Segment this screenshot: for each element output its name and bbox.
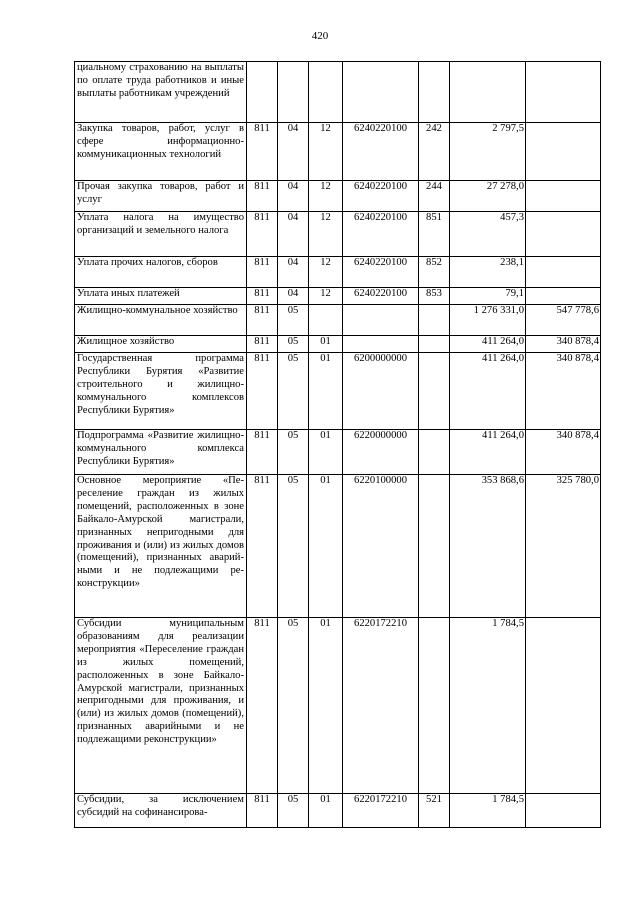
amount-federal-cell — [526, 794, 601, 828]
budget-table — [74, 61, 601, 828]
target-article-cell: 6240220100 — [343, 123, 419, 181]
subsection-code-cell: 01 — [309, 794, 343, 828]
target-article-cell: 6220172210 — [343, 794, 419, 828]
subsection-code-cell: 12 — [309, 257, 343, 288]
row-name-cell: Субсидии муниципальным образованиям для реализации мероприятия «Переселение граждан из жилых помещений, расположенных в зоне Байкало-Амурской магистрали, признанных непригодными для проживания, и (или) из жилых домов (помещений), признанных аварийными и не подлежащими реконструкции» — [75, 618, 247, 794]
target-article-cell: 6200000000 — [343, 353, 419, 430]
amount-cell: 457,3 — [450, 212, 526, 257]
ministry-code-cell: 811 — [247, 212, 278, 257]
section-code-cell: 04 — [278, 123, 309, 181]
amount-cell: 411 264,0 — [450, 336, 526, 353]
amount-cell: 1 784,5 — [450, 618, 526, 794]
table-row — [75, 618, 601, 794]
expense-type-cell: 244 — [419, 181, 450, 212]
table-row — [75, 353, 601, 430]
ministry-code-cell: 811 — [247, 353, 278, 430]
table-row — [75, 123, 601, 181]
section-code-cell — [278, 62, 309, 123]
table-row — [75, 430, 601, 475]
expense-type-cell: 521 — [419, 794, 450, 828]
section-code-cell: 04 — [278, 181, 309, 212]
table-row — [75, 212, 601, 257]
ministry-code-cell: 811 — [247, 257, 278, 288]
amount-federal-cell — [526, 257, 601, 288]
subsection-code-cell: 01 — [309, 618, 343, 794]
expense-type-cell — [419, 430, 450, 475]
subsection-code-cell — [309, 62, 343, 123]
amount-federal-cell: 340 878,4 — [526, 336, 601, 353]
ministry-code-cell: 811 — [247, 181, 278, 212]
amount-cell: 238,1 — [450, 257, 526, 288]
amount-federal-cell — [526, 62, 601, 123]
amount-cell: 1 784,5 — [450, 794, 526, 828]
amount-cell: 353 868,6 — [450, 475, 526, 618]
ministry-code-cell: 811 — [247, 475, 278, 618]
ministry-code-cell: 811 — [247, 430, 278, 475]
expense-type-cell — [419, 62, 450, 123]
target-article-cell: 6240220100 — [343, 288, 419, 305]
section-code-cell: 05 — [278, 475, 309, 618]
section-code-cell: 04 — [278, 212, 309, 257]
subsection-code-cell: 01 — [309, 336, 343, 353]
target-article-cell: 6220172210 — [343, 618, 419, 794]
amount-cell: 79,1 — [450, 288, 526, 305]
expense-type-cell — [419, 353, 450, 430]
row-name-cell: Уплата налога на имущество организаций и земельного налога — [75, 212, 247, 257]
table-row — [75, 288, 601, 305]
expense-type-cell — [419, 618, 450, 794]
section-code-cell: 05 — [278, 794, 309, 828]
row-name-cell: Основное мероприятие «Переселение граждан из жилых помещений, расположенных в зоне Байкало-Амурской магистрали, признанных непригодными для проживания и (или) из жилых домов (помещений), признанных аварийными и не подлежащими реконструкции» — [75, 475, 247, 618]
target-article-cell — [343, 62, 419, 123]
amount-federal-cell: 547 778,6 — [526, 305, 601, 336]
table-row — [75, 257, 601, 288]
section-code-cell: 05 — [278, 618, 309, 794]
table-row — [75, 62, 601, 123]
expense-type-cell: 853 — [419, 288, 450, 305]
row-name-cell: циальному страхованию на выплаты по оплате труда работников и иные выплаты работникам учреждений — [75, 62, 247, 123]
target-article-cell: 6220100000 — [343, 475, 419, 618]
ministry-code-cell: 811 — [247, 123, 278, 181]
amount-federal-cell: 340 878,4 — [526, 353, 601, 430]
subsection-code-cell: 12 — [309, 288, 343, 305]
subsection-code-cell — [309, 305, 343, 336]
ministry-code-cell — [247, 62, 278, 123]
expense-type-cell — [419, 336, 450, 353]
section-code-cell: 05 — [278, 353, 309, 430]
amount-cell — [450, 62, 526, 123]
target-article-cell: 6240220100 — [343, 212, 419, 257]
row-name-cell: Подпрограмма «Развитие жилищно-коммунального комплекса Республики Бурятия» — [75, 430, 247, 475]
target-article-cell: 6240220100 — [343, 257, 419, 288]
target-article-cell: 6240220100 — [343, 181, 419, 212]
section-code-cell: 04 — [278, 257, 309, 288]
row-name-cell: Государственная программа Республики Бурятия «Развитие строительного и жилищно-коммунального комплексов Республики Бурятия» — [75, 353, 247, 430]
amount-federal-cell — [526, 212, 601, 257]
target-article-cell — [343, 305, 419, 336]
expense-type-cell — [419, 305, 450, 336]
subsection-code-cell: 01 — [309, 475, 343, 618]
subsection-code-cell: 01 — [309, 430, 343, 475]
amount-federal-cell — [526, 618, 601, 794]
target-article-cell: 6220000000 — [343, 430, 419, 475]
row-name-cell: Уплата прочих налогов, сборов — [75, 257, 247, 288]
table-row — [75, 475, 601, 618]
table-row — [75, 305, 601, 336]
row-name-cell: Субсидии, за исключением субсидий на софинансирова- — [75, 794, 247, 828]
amount-cell: 2 797,5 — [450, 123, 526, 181]
ministry-code-cell: 811 — [247, 618, 278, 794]
row-name-cell: Жилищное хозяйство — [75, 336, 247, 353]
table-row — [75, 181, 601, 212]
ministry-code-cell: 811 — [247, 288, 278, 305]
subsection-code-cell: 01 — [309, 353, 343, 430]
amount-federal-cell: 340 878,4 — [526, 430, 601, 475]
row-name-cell: Жилищно-коммунальное хозяйство — [75, 305, 247, 336]
row-name-cell: Уплата иных платежей — [75, 288, 247, 305]
row-name-cell: Прочая закупка товаров, работ и услуг — [75, 181, 247, 212]
table-row — [75, 336, 601, 353]
amount-cell: 411 264,0 — [450, 353, 526, 430]
amount-federal-cell: 325 780,0 — [526, 475, 601, 618]
expense-type-cell — [419, 475, 450, 618]
amount-cell: 27 278,0 — [450, 181, 526, 212]
section-code-cell: 05 — [278, 336, 309, 353]
amount-federal-cell — [526, 181, 601, 212]
section-code-cell: 04 — [278, 288, 309, 305]
page-number: 420 — [311, 30, 329, 42]
ministry-code-cell: 811 — [247, 794, 278, 828]
amount-federal-cell — [526, 288, 601, 305]
amount-cell: 411 264,0 — [450, 430, 526, 475]
ministry-code-cell: 811 — [247, 305, 278, 336]
section-code-cell: 05 — [278, 305, 309, 336]
amount-federal-cell — [526, 123, 601, 181]
subsection-code-cell: 12 — [309, 181, 343, 212]
subsection-code-cell: 12 — [309, 212, 343, 257]
expense-type-cell: 851 — [419, 212, 450, 257]
expense-type-cell: 242 — [419, 123, 450, 181]
amount-cell: 1 276 331,0 — [450, 305, 526, 336]
target-article-cell — [343, 336, 419, 353]
row-name-cell: Закупка товаров, работ, услуг в сфере информационно-коммуникационных технологий — [75, 123, 247, 181]
table-row — [75, 794, 601, 828]
ministry-code-cell: 811 — [247, 336, 278, 353]
subsection-code-cell: 12 — [309, 123, 343, 181]
section-code-cell: 05 — [278, 430, 309, 475]
expense-type-cell: 852 — [419, 257, 450, 288]
